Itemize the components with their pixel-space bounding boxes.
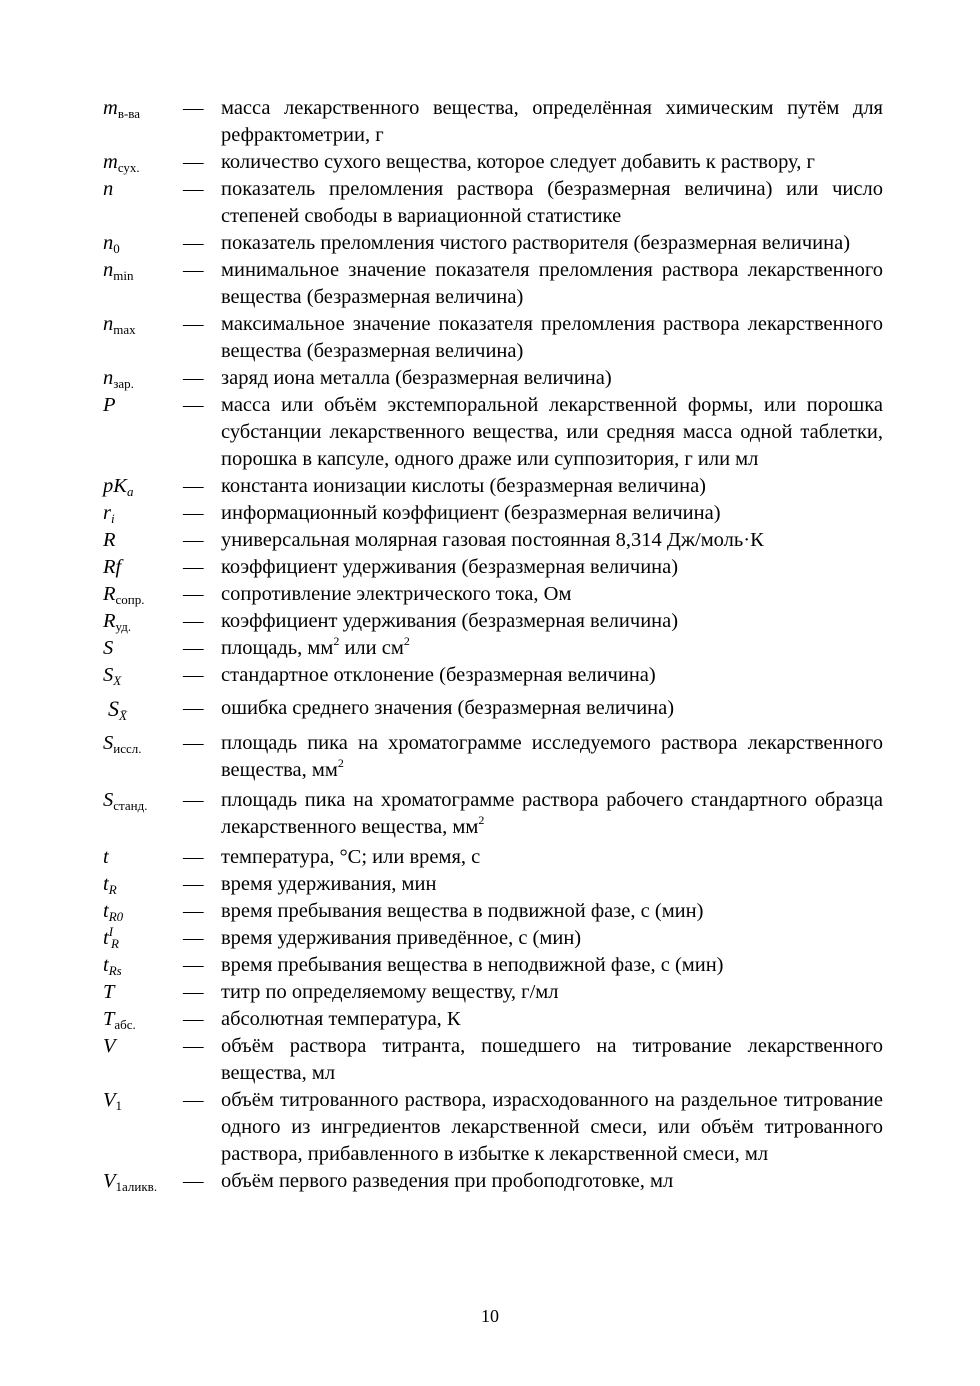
definition: площадь пика на хроматограмме раствора рабочего стандартного образца лекарственного вещества, $мм^2$ — [221, 789, 883, 838]
list-item: $t_{Rs}$ — время пребывания вещества в неподвижной фазе, с (мин) — [103, 952, 883, 979]
definition: объём титрованного раствора, израсходованного на раздельное титрование одного из ингредиентов лекарственной смеси, или объём титрованного раствора, прибавленного в избытке к лекарственной смеси, мл — [221, 1089, 883, 1165]
symbol: V — [103, 1035, 116, 1057]
symbol: T — [103, 981, 115, 1003]
list-item: $T_{абс.}$ — абсолютная температура, К — [103, 1006, 883, 1033]
definition: время пребывания вещества в подвижной фазе, с (мин) — [221, 900, 704, 922]
definition: масса или объём экстемпоральной лекарственной формы, или порошка субстанции лекарственного вещества, или средняя масса одной таблетки, порошка в капсуле, одного драже или суппозитория, г или мл — [221, 394, 883, 470]
symbol: P — [103, 394, 116, 416]
symbol: $t_{Rs}$ — [103, 954, 122, 978]
definition: время пребывания вещества в неподвижной фазе, с (мин) — [221, 954, 724, 976]
symbol: $S_{X̄}$ — [108, 696, 127, 723]
definition: площадь пика на хроматограмме исследуемого раствора лекарственного вещества, $мм^2$ — [221, 732, 883, 781]
symbol: $pK_a$ — [103, 475, 134, 499]
page-number: 10 — [481, 1306, 499, 1326]
definition: показатель преломления чистого растворителя (безразмерная величина) — [221, 232, 851, 254]
symbol: t — [103, 846, 109, 868]
list-item: T — титр по определяемому веществу, г/мл — [103, 979, 883, 1006]
symbol: $R_{сопр.}$ — [103, 583, 145, 607]
list-item: R — универсальная молярная газовая постоянная 8,314 Дж/моль·К — [103, 527, 883, 554]
list-item: $n_{зар.}$ — заряд иона металла (безразмерная величина) — [103, 365, 883, 392]
definition: время удерживания, мин — [221, 873, 437, 895]
definition: коэффициент удерживания (безразмерная величина) — [221, 610, 679, 632]
symbol: $t_R$ — [103, 873, 117, 897]
list-item: $m_{в-ва}$ — масса лекарственного вещества, определённая химическим путём для рефрактометрии, г — [103, 95, 883, 149]
definition: объём первого разведения при пробоподготовке, мл — [221, 1170, 674, 1192]
list-item: $R_{сопр.}$ — сопротивление электрического тока, Ом — [103, 581, 883, 608]
definition: минимальное значение показателя преломления раствора лекарственного вещества (безразмерная величина) — [221, 259, 883, 308]
list-item: S — площадь, $мм^2$ или $см^2$ — [103, 635, 883, 662]
list-item: t — температура, °С; или время, с — [103, 844, 883, 871]
definition: титр по определяемому веществу, г/мл — [221, 981, 559, 1003]
definition: масса лекарственного вещества, определённая химическим путём для рефрактометрии, г — [221, 97, 883, 146]
definition: универсальная молярная газовая постоянная 8,314 Дж/моль·К — [221, 529, 764, 551]
definition: информационный коэффициент (безразмерная величина) — [221, 502, 721, 524]
definition: заряд иона металла (безразмерная величина) — [221, 367, 612, 389]
symbol: $R_{уд.}$ — [103, 610, 132, 634]
symbol: $S_{станд.}$ — [103, 789, 148, 813]
list-item: n — показатель преломления раствора (безразмерная величина) или число степеней свободы в вариационной статистике — [103, 176, 883, 230]
definition: объём раствора титранта, пошедшего на титрование лекарственного вещества, мл — [221, 1035, 883, 1084]
symbol: $r_i$ — [103, 502, 115, 526]
symbol: n — [103, 178, 114, 200]
symbol: $m_{сух.}$ — [103, 151, 140, 175]
list-item: $t_{R0}$ — время пребывания вещества в подвижной фазе, с (мин) — [103, 898, 883, 925]
definition: константа ионизации кислоты (безразмерная величина) — [221, 475, 707, 497]
definition: коэффициент удерживания (безразмерная величина) — [221, 556, 679, 578]
list-item: Rf — коэффициент удерживания (безразмерная величина) — [103, 554, 883, 581]
list-item: $V_1$ — объём титрованного раствора, израсходованного на раздельное титрование одного из ингредиентов лекарственной смеси, или объём титрованного раствора, прибавленного в избытке к лекарственной смеси, мл — [103, 1087, 883, 1168]
list-item: $t_R$ — время удерживания, мин — [103, 871, 883, 898]
definition: максимальное значение показателя преломления раствора лекарственного вещества (безразмерная величина) — [221, 313, 883, 362]
list-item: $R_{уд.}$ — коэффициент удерживания (безразмерная величина) — [103, 608, 883, 635]
symbol: $T_{абс.}$ — [103, 1008, 136, 1032]
definition: сопротивление электрического тока, Ом — [221, 583, 572, 605]
symbol: $V_{1аликв.}$ — [103, 1170, 158, 1194]
symbol: $n_{max}$ — [103, 313, 136, 337]
symbol: $m_{в-ва}$ — [103, 97, 141, 121]
definition: температура, °С; или время, с — [221, 846, 481, 868]
list-item: $S_{иссл.}$ — площадь пика на хроматограмме исследуемого раствора лекарственного вещества, $мм^2$ — [103, 730, 883, 784]
definition: ошибка среднего значения (безразмерная величина) — [221, 697, 675, 719]
definition: количество сухого вещества, которое следует добавить к раствору, г — [221, 151, 815, 173]
list-item: V — объём раствора титранта, пошедшего на титрование лекарственного вещества, мл — [103, 1033, 883, 1087]
list-item: $r_i$ — информационный коэффициент (безразмерная величина) — [103, 500, 883, 527]
symbol: $V_1$ — [103, 1089, 123, 1113]
list-item: $n_{min}$ — минимальное значение показателя преломления раствора лекарственного вещества (безразмерная величина) — [103, 257, 883, 311]
list-item: $S_X$ — стандартное отклонение (безразмерная величина) — [103, 662, 883, 689]
symbol: Rf — [103, 556, 122, 578]
symbol: S — [103, 637, 114, 659]
symbol: $n_{зар.}$ — [103, 367, 134, 391]
symbol-list — [103, 95, 883, 1195]
definition: время удерживания приведённое, с (мин) — [221, 927, 582, 949]
symbol: $n_0$ — [103, 232, 120, 256]
symbol: $t^I_R$ — [103, 924, 119, 951]
list-item: $pK_a$ — константа ионизации кислоты (безразмерная величина) — [103, 473, 883, 500]
list-item: P — масса или объём экстемпоральной лекарственной формы, или порошка субстанции лекарственного вещества, или средняя масса одной таблетки, порошка в капсуле, одного драже или суппозитория, г или мл — [103, 392, 883, 473]
symbol: $t_{R0}$ — [103, 900, 124, 924]
definition: абсолютная температура, К — [221, 1008, 461, 1030]
list-item: $S_{X̄}$ — ошибка среднего значения (безразмерная величина) — [103, 695, 883, 724]
symbol: R — [103, 529, 116, 551]
list-item: $t^I_R$ — время удерживания приведённое, с (мин) — [103, 925, 883, 952]
definition: стандартное отклонение (безразмерная величина) — [221, 664, 656, 686]
list-item: $n_0$ — показатель преломления чистого растворителя (безразмерная величина) — [103, 230, 883, 257]
list-item: $n_{max}$ — максимальное значение показателя преломления раствора лекарственного вещества (безразмерная величина) — [103, 311, 883, 365]
symbol: $S_{иссл.}$ — [103, 732, 142, 756]
definition: показатель преломления раствора (безразмерная величина) или число степеней свободы в вариационной статистике — [221, 178, 883, 227]
symbol: $n_{min}$ — [103, 259, 134, 283]
definition: площадь, $мм^2$ или $см^2$ — [221, 634, 410, 659]
list-item: $S_{станд.}$ — площадь пика на хроматограмме раствора рабочего стандартного образца лекарственного вещества, $мм^2$ — [103, 787, 883, 841]
list-item: $m_{сух.}$ — количество сухого вещества, которое следует добавить к раствору, г — [103, 149, 883, 176]
symbol: $S_X$ — [103, 664, 122, 688]
list-item: $V_{1аликв.}$ — объём первого разведения при пробоподготовке, мл — [103, 1168, 883, 1195]
